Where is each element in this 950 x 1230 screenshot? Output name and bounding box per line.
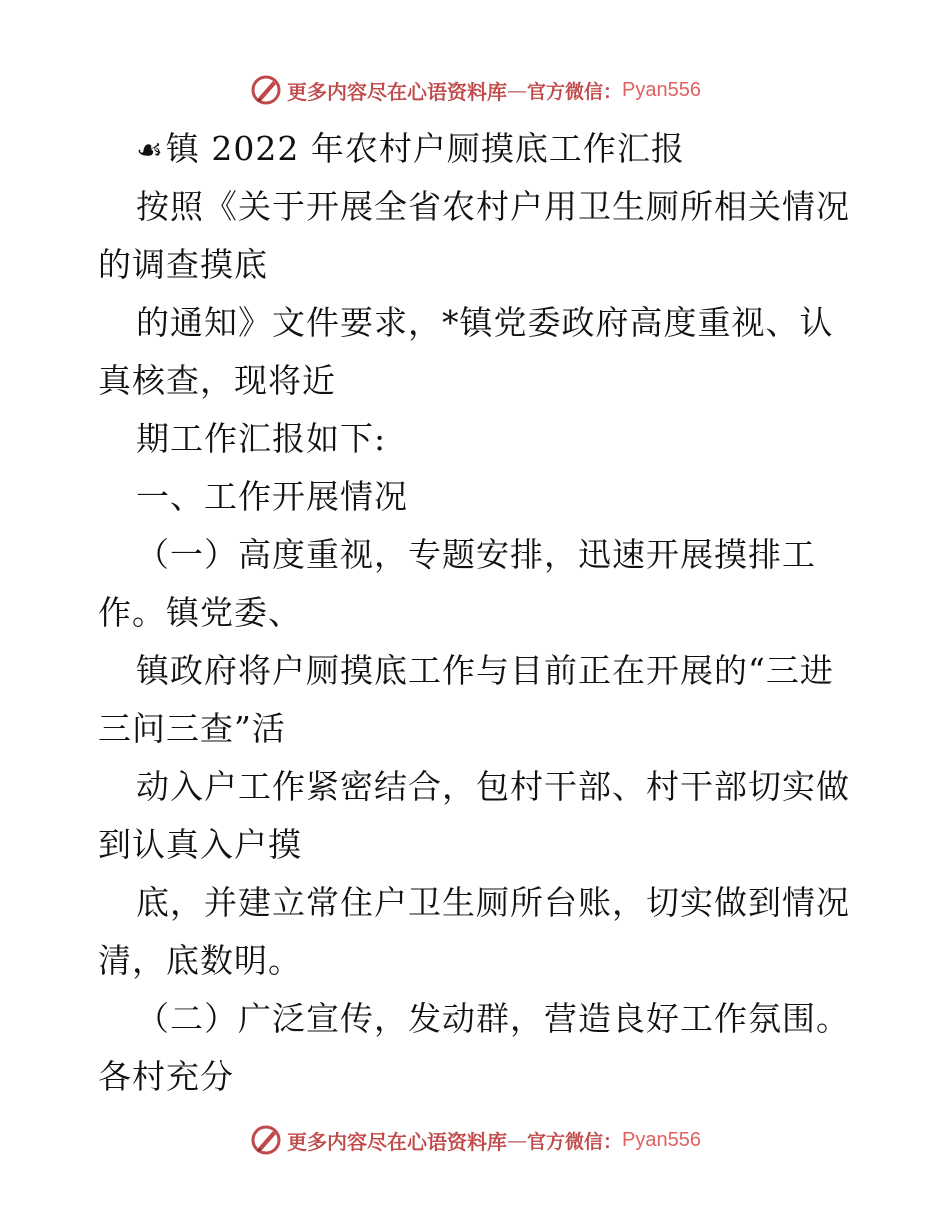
section-heading: 一、工作开展情况 <box>136 477 408 516</box>
paragraph-line: 按照《关于开展全省农村户用卫生厕所相关情况 <box>136 187 850 226</box>
pen-logo-icon <box>249 73 283 107</box>
paragraph-line: 动入户工作紧密结合，包村干部、村干部切实做 <box>136 767 850 806</box>
watermark-header <box>0 70 950 110</box>
watermark-label: 更多内容尽在心语资料库 <box>287 1129 507 1154</box>
paragraph-line: 真核查，现将近 <box>98 361 336 400</box>
paragraph-line: 三问三查”活 <box>98 709 286 748</box>
watermark-wechat-label: 官方微信： <box>527 80 623 103</box>
watermark-wechat-label: 官方微信： <box>527 1130 623 1153</box>
paragraph-line: 镇政府将户厕摸底工作与目前正在开展的“三进 <box>136 651 834 690</box>
watermark-label: 更多内容尽在心语资料库 <box>287 79 507 104</box>
paragraph-line: （二）广泛宣传，发动群，营造良好工作氛围。 <box>136 999 850 1038</box>
paragraph-line: 清，底数明。 <box>98 941 302 980</box>
watermark-account: Pyan556 <box>622 78 701 101</box>
document-title <box>98 120 868 178</box>
paragraph-line: 作。镇党委、 <box>98 593 302 632</box>
paragraph-line: 各村充分 <box>98 1057 234 1096</box>
paragraph-line: 底，并建立常住户卫生厕所台账，切实做到情况 <box>136 883 850 922</box>
watermark-footer <box>0 1120 950 1160</box>
title-text: 镇 2022 年农村户厕摸底工作汇报 <box>165 129 685 168</box>
paragraph-line: 的调查摸底 <box>98 245 268 284</box>
document-body <box>98 120 868 1106</box>
paragraph-line: 到认真入户摸 <box>98 825 302 864</box>
paragraph-line: 期工作汇报如下: <box>136 419 387 458</box>
paragraph-line: 的通知》文件要求，*镇党委政府高度重视、认 <box>136 303 834 342</box>
watermark-account: Pyan556 <box>622 1128 701 1151</box>
watermark-separator: — <box>507 1128 527 1152</box>
ornament-icon: ☙ <box>136 133 164 168</box>
watermark-separator: — <box>507 78 527 102</box>
pen-logo-icon <box>249 1123 283 1157</box>
paragraph-line: （一）高度重视，专题安排，迅速开展摸排工 <box>136 535 816 574</box>
